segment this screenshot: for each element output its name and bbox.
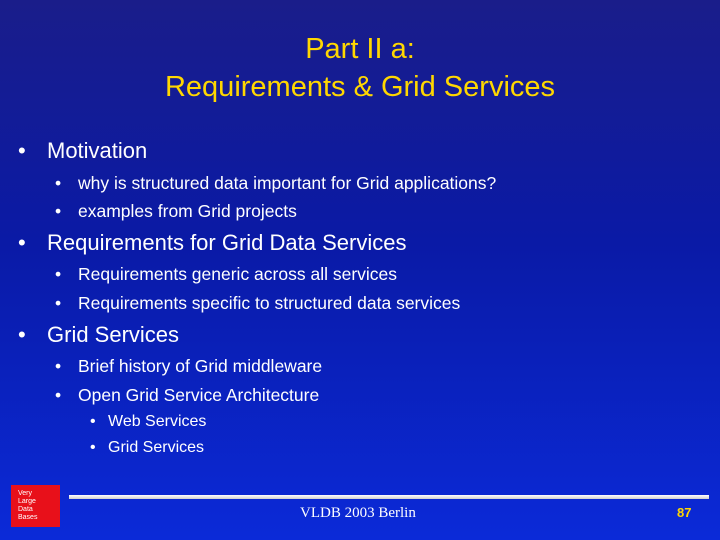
bullet-icon: • (55, 201, 62, 221)
list-item-text: Brief history of Grid middleware (78, 356, 323, 376)
logo-line: Data (18, 506, 33, 513)
vldb-logo (11, 485, 60, 527)
section-grid-services (18, 322, 179, 348)
logo-line: Large (18, 498, 36, 505)
sub-list-item-text: Web Services (108, 413, 207, 430)
title-line-1: Part II a: (305, 33, 415, 65)
list-item-text: examples from Grid projects (78, 201, 297, 221)
list-item (55, 293, 460, 314)
bullet-icon: • (55, 173, 62, 193)
bullet-icon: • (55, 264, 62, 284)
list-item-text: Open Grid Service Architecture (78, 385, 320, 405)
list-item (55, 356, 322, 377)
logo-line: Very (18, 490, 33, 497)
list-item-text: Requirements specific to structured data services (78, 293, 461, 313)
section-heading: Grid Services (47, 322, 180, 347)
bullet-icon: • (18, 138, 26, 163)
bullet-icon: • (55, 385, 62, 405)
section-requirements (18, 230, 406, 256)
list-item (55, 264, 397, 285)
section-heading: Motivation (47, 138, 148, 163)
bullet-icon: • (18, 322, 26, 347)
bullet-icon: • (90, 439, 96, 456)
section-motivation (18, 138, 147, 164)
sub-list-item-text: Grid Services (108, 439, 205, 456)
sub-list-item (90, 439, 204, 457)
footer-divider (69, 495, 709, 499)
title-line-2: Requirements & Grid Services (164, 71, 556, 103)
bullet-icon: • (55, 293, 62, 313)
sub-list-item (90, 413, 206, 431)
section-heading: Requirements for Grid Data Services (47, 230, 407, 255)
slide-title (0, 30, 720, 106)
logo-line: Bases (18, 514, 38, 521)
page-number: 87 (677, 505, 692, 520)
list-item (55, 385, 319, 406)
bullet-icon: • (55, 356, 62, 376)
list-item (55, 173, 496, 194)
list-item-text: Requirements generic across all services (78, 264, 398, 284)
bullet-icon: • (90, 413, 96, 430)
list-item (55, 201, 297, 222)
bullet-icon: • (18, 230, 26, 255)
list-item-text: why is structured data important for Grid applications? (78, 173, 497, 193)
conference-footer: VLDB 2003 Berlin (300, 505, 416, 521)
